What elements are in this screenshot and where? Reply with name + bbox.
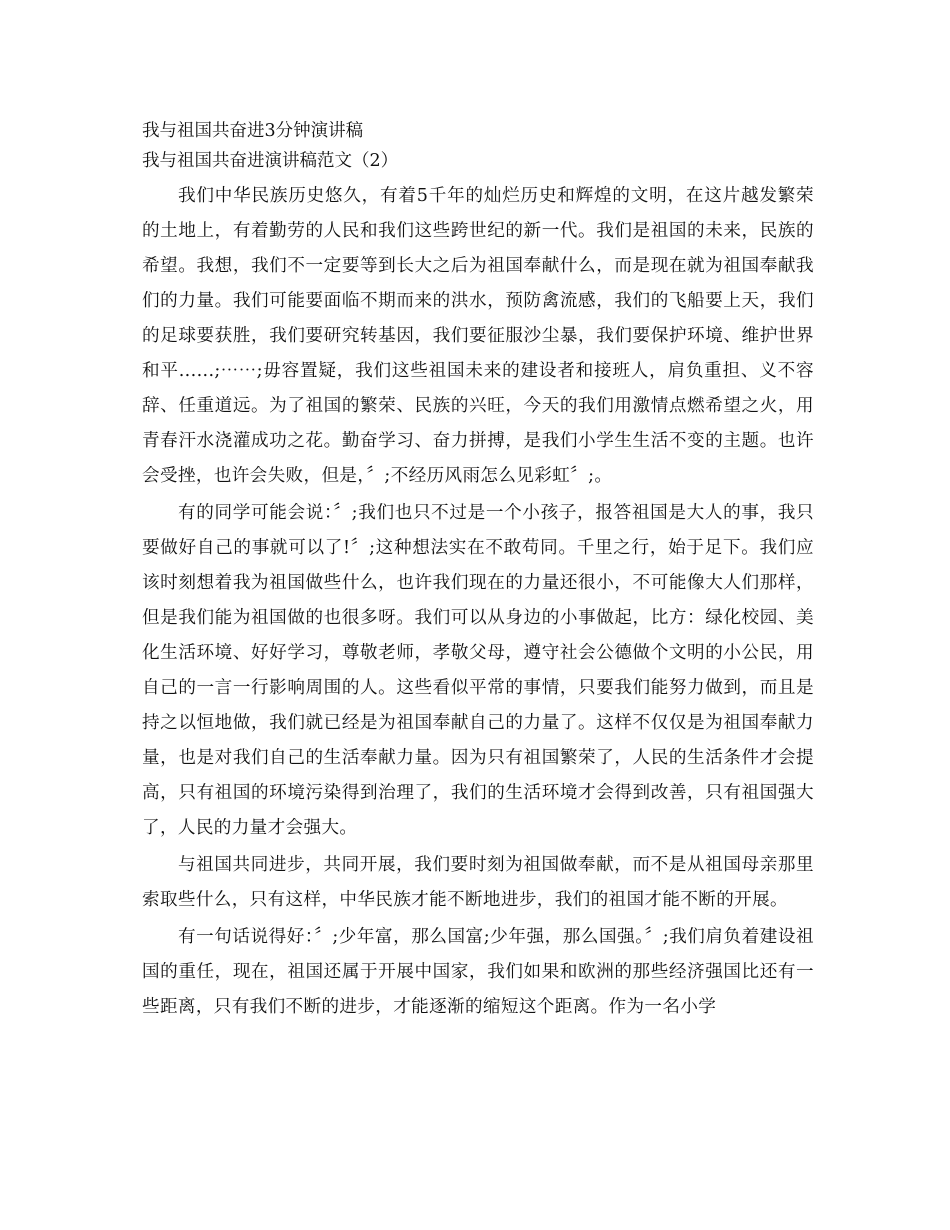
document-body <box>142 116 814 1025</box>
document-title: 我与祖国共奋进3分钟演讲稿 <box>142 121 364 141</box>
paragraph-4: 有一句话说得好：〞;少年富，那么国富;少年强，那么国强。〞;我们肩负着建设祖国的重任，现在，祖国还属于开展中国家，我们如果和欧洲的那些经济强国比还有一些距离，只有我们不断的进步，才能逐渐的缩短这个距离。作为一名小学 <box>142 927 814 1017</box>
paragraph-3: 与祖国共同进步，共同开展，我们要时刻为祖国做奉献，而不是从祖国母亲那里索取些什么，只有这样，中华民族才能不断地进步，我们的祖国才能不断的开展。 <box>142 855 814 910</box>
paragraph-1: 我们中华民族历史悠久，有着5千年的灿烂历史和辉煌的文明，在这片越发繁荣的土地上，有着勤劳的人民和我们这些跨世纪的新一代。我们是祖国的未来，民族的希望。我想，我们不一定要等到长大之后为祖国奉献什么，而是现在就为祖国奉献我们的力量。我们可能要面临不期而来的洪水，预防禽流感，我们的飞船要上天，我们的足球要获胜，我们要研究转基因，我们要征服沙尘暴，我们要保护环境、维护世界和平......;⋯⋯;毋容置疑，我们这些祖国未来的建设者和接班人，肩负重担、义不容辞、任重道远。为了祖国的繁荣、民族的兴旺，今天的我们用激情点燃希望之火，用青春汗水浇灌成功之花。勤奋学习、奋力拼搏，是我们小学生生活不变的主题。也许会受挫，也许会失败，但是，〞;不经历风雨怎么见彩虹〞;。 <box>142 186 814 486</box>
paragraph-2: 有的同学可能会说：〞;我们也只不过是一个小孩子，报答祖国是大人的事，我只要做好自己的事就可以了!〞;这种想法实在不敢苟同。千里之行，始于足下。我们应该时刻想着我为祖国做些什么，也许我们现在的力量还很小，不可能像大人们那样，但是我们能为祖国做的也很多呀。我们可以从身边的小事做起，比方：绿化校园、美化生活环境、好好学习，尊敬老师，孝敬父母，遵守社会公德做个文明的小公民，用自己的一言一行影响周围的人。这些看似平常的事情，只要我们能努力做到，而且是持之以恒地做，我们就已经是为祖国奉献自己的力量了。这样不仅仅是为祖国奉献力量，也是对我们自己的生活奉献力量。因为只有祖国繁荣了，人民的生活条件才会提高，只有祖国的环境污染得到治理了，我们的生活环境才会得到改善，只有祖国强大了，人民的力量才会强大。 <box>142 503 814 838</box>
document-subtitle: 我与祖国共奋进演讲稿范文（2） <box>142 151 399 171</box>
